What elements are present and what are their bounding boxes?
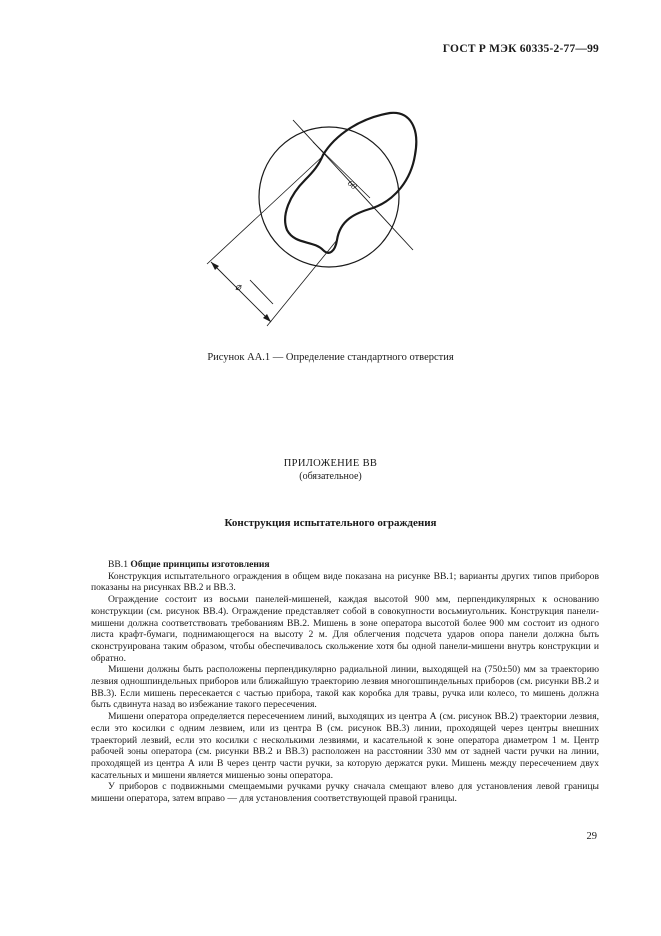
- inner-diagonal: [313, 142, 370, 198]
- figure-caption: Рисунок АА.1 — Определение стандартного отверстия: [207, 352, 454, 363]
- subsection-number: ВВ.1: [108, 559, 128, 570]
- paragraph-2: Ограждение состоит из восьми панелей-мишеней, каждая высотой 900 мм, перпендикулярных к основанию конструкции (см. рисунок ВВ.4). Ограждение представляет собой в совокупности восьмиугольник. Конструкция панели-мишени должна соответствовать требованиям ВВ.2. Мишень в зоне оператора высотой более 900 мм состоит из одного листа крафт-бумаги, поднимающегося на высоту 2 м. Для облегчения подсчета ударов опора панели должна быть сконструирована таким образом, чтобы обеспечивалось скольжение хотя бы одной панели-мишени внутрь конструкции и обратно.: [91, 594, 599, 664]
- subsection-heading: [91, 559, 599, 571]
- dimension-label: ⌀: [235, 282, 242, 293]
- paragraph-1: Конструкция испытательного ограждения в общем виде показана на рисунке ВВ.1; варианты других типов приборов показаны на рисунках ВВ.2 и ВВ.3.: [91, 570, 599, 594]
- body-text: [91, 559, 599, 805]
- section-title: Конструкция испытательного ограждения: [224, 517, 437, 529]
- paragraph-3: Мишени должны быть расположены перпендикулярно радиальной линии, выходящей на (750±50) мм за траекторию лезвия одношпиндельных приборов или ближайшую траекторию лезвия многошпиндельных приборов (см. рисунки ВВ.2 и ВВ.3). Если мишень пересекается с частью прибора, такой как коробка для травы, ручка или колесо, то мишень должна быть сдвинута назад во избежание такого пересечения.: [91, 664, 599, 711]
- inner-label: 60: [345, 177, 360, 192]
- tangent-line-lower: [250, 280, 273, 304]
- paragraph-5: У приборов с подвижными смещаемыми ручками ручку сначала смещают влево для установления левой границы мишени оператора, затем вправо — для установления соответствующей правой границы.: [91, 781, 599, 805]
- appendix-subtitle: (обязательное): [299, 471, 362, 482]
- extension-line-lower: [273, 220, 345, 304]
- figure-standard-opening: [195, 80, 475, 340]
- paragraph-4: Мишени оператора определяется пересечением линий, выходящих из центра А (см. рисунок ВВ.2) траектории лезвия, если это косилки с одним лезвием, или из центра В (см. рисунок ВВ.3) линии, проходящей через центры внешних траекторий лезвий, если это косилки с несколькими лезвиями, и касательной к зоне оператора диаметром 1 м. Центр рабочей зоны оператора (см. рисунки ВВ.2 и ВВ.3) расположен на расстоянии 330 мм от задней части ручки на линии, проходящей из центра А или В через центр части ручки, за которую держатся руки. Мишень между пересечением двух касательных и мишени является мишенью зоны оператора.: [91, 711, 599, 781]
- document-header: ГОСТ Р МЭК 60335-2-77—99: [442, 43, 599, 55]
- projection-line-left: [207, 156, 323, 264]
- projection-line-right: [267, 240, 337, 326]
- page-number: 29: [586, 831, 597, 842]
- subsection-title: Общие принципы изготовления: [130, 559, 270, 570]
- appendix-title: ПРИЛОЖЕНИЕ ВВ: [283, 458, 378, 469]
